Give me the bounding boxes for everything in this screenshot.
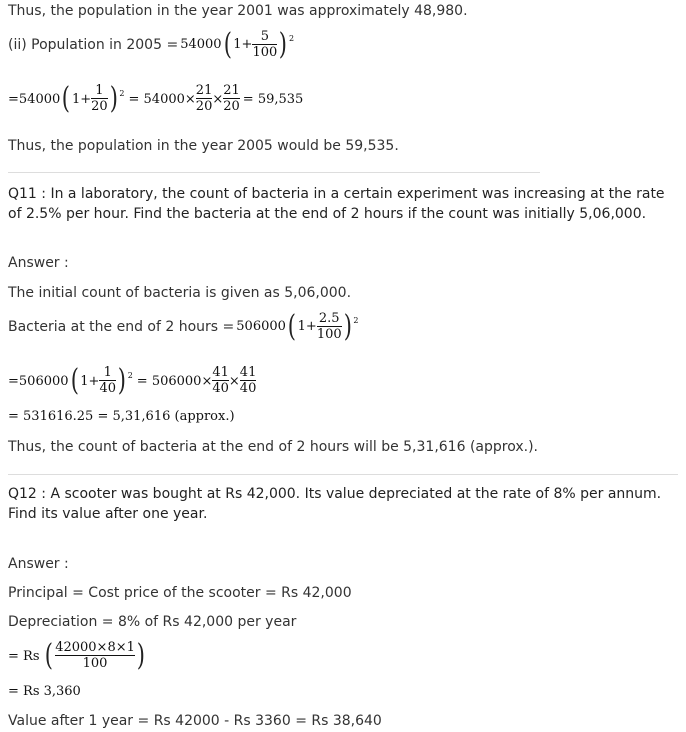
fraction: $\frac{1}{20}$ [91, 83, 108, 114]
question-12: Q12 : A scooter was bought at Rs 42,000. Its value depreciated at the rate of 8% per annum. Find its value after one year. [8, 486, 662, 522]
question-11: Q11 : In a laboratory, the count of bacteria in a certain experiment was increasing at the rate of 2.5% per hour. Find the bacteria at the end of 2 hours if the count was initially 5,06,000. [8, 186, 665, 222]
bacteria-calculation: = 506000 ( 1+ $\frac{1}{40}$ ) 2 = 506000× $\frac{41}{40}$ × $\frac{41}{40}$ [8, 363, 257, 398]
answer-label: Answer : [8, 255, 69, 271]
formula-base: 54000 [180, 37, 222, 52]
answer-label: Answer : [8, 556, 69, 572]
fraction: $\frac{21}{20}$ [223, 83, 240, 114]
formula-prefix: (ii) Population in 2005 = [8, 37, 179, 53]
bacteria-formula: Bacteria at the end of 2 hours = 506000 ( 1+ $\frac{2.5}{100}$ ) 2 [8, 309, 359, 344]
value-after-one-year: Value after 1 year = Rs 42000 - Rs 3360 = Rs 38,640 [8, 713, 382, 729]
depreciation-formula: = Rs ( $\frac{42000\times 8\times 1}{100}$ ) [8, 638, 145, 673]
fraction: $\frac{2.5}{100}$ [316, 311, 342, 342]
fraction: $\frac{42000\times 8\times 1}{100}$ [55, 640, 135, 671]
fraction: $\frac{41}{40}$ [212, 365, 229, 396]
population-2005-calculation: = 54000 ( 1+ $\frac{1}{20}$ ) 2 = 54000× $\frac{21}{20}$ × $\frac{21}{20}$ = 59,535 [8, 81, 304, 116]
divider [8, 474, 678, 475]
fraction: $\frac{21}{20}$ [195, 83, 213, 114]
fraction: $\frac{5}{100}$ [252, 29, 278, 60]
fraction: $\frac{1}{40}$ [99, 365, 116, 396]
answer-line: The initial count of bacteria is given as 5,06,000. [8, 285, 352, 301]
divider [8, 172, 540, 173]
fraction: $\frac{41}{40}$ [239, 365, 257, 396]
population-2005-conclusion: Thus, the population in the year 2005 would be 59,535. [8, 138, 399, 154]
bacteria-conclusion: Thus, the count of bacteria at the end of 2 hours will be 5,31,616 (approx.). [8, 439, 538, 455]
answer-line: Depreciation = 8% of Rs 42,000 per year [8, 614, 297, 630]
population-2005-formula: (ii) Population in 2005 = 54000 ( 1+ $\frac{5}{100}$ ) 2 [8, 27, 295, 62]
population-2001-conclusion: Thus, the population in the year 2001 was approximately 48,980. [8, 3, 468, 19]
depreciation-result: = Rs 3,360 [8, 684, 81, 699]
answer-line: Principal = Cost price of the scooter = Rs 42,000 [8, 585, 352, 601]
formula-one: 1+ [233, 37, 253, 52]
bacteria-result: = 531616.25 = 5,31,616 (approx.) [8, 409, 235, 424]
